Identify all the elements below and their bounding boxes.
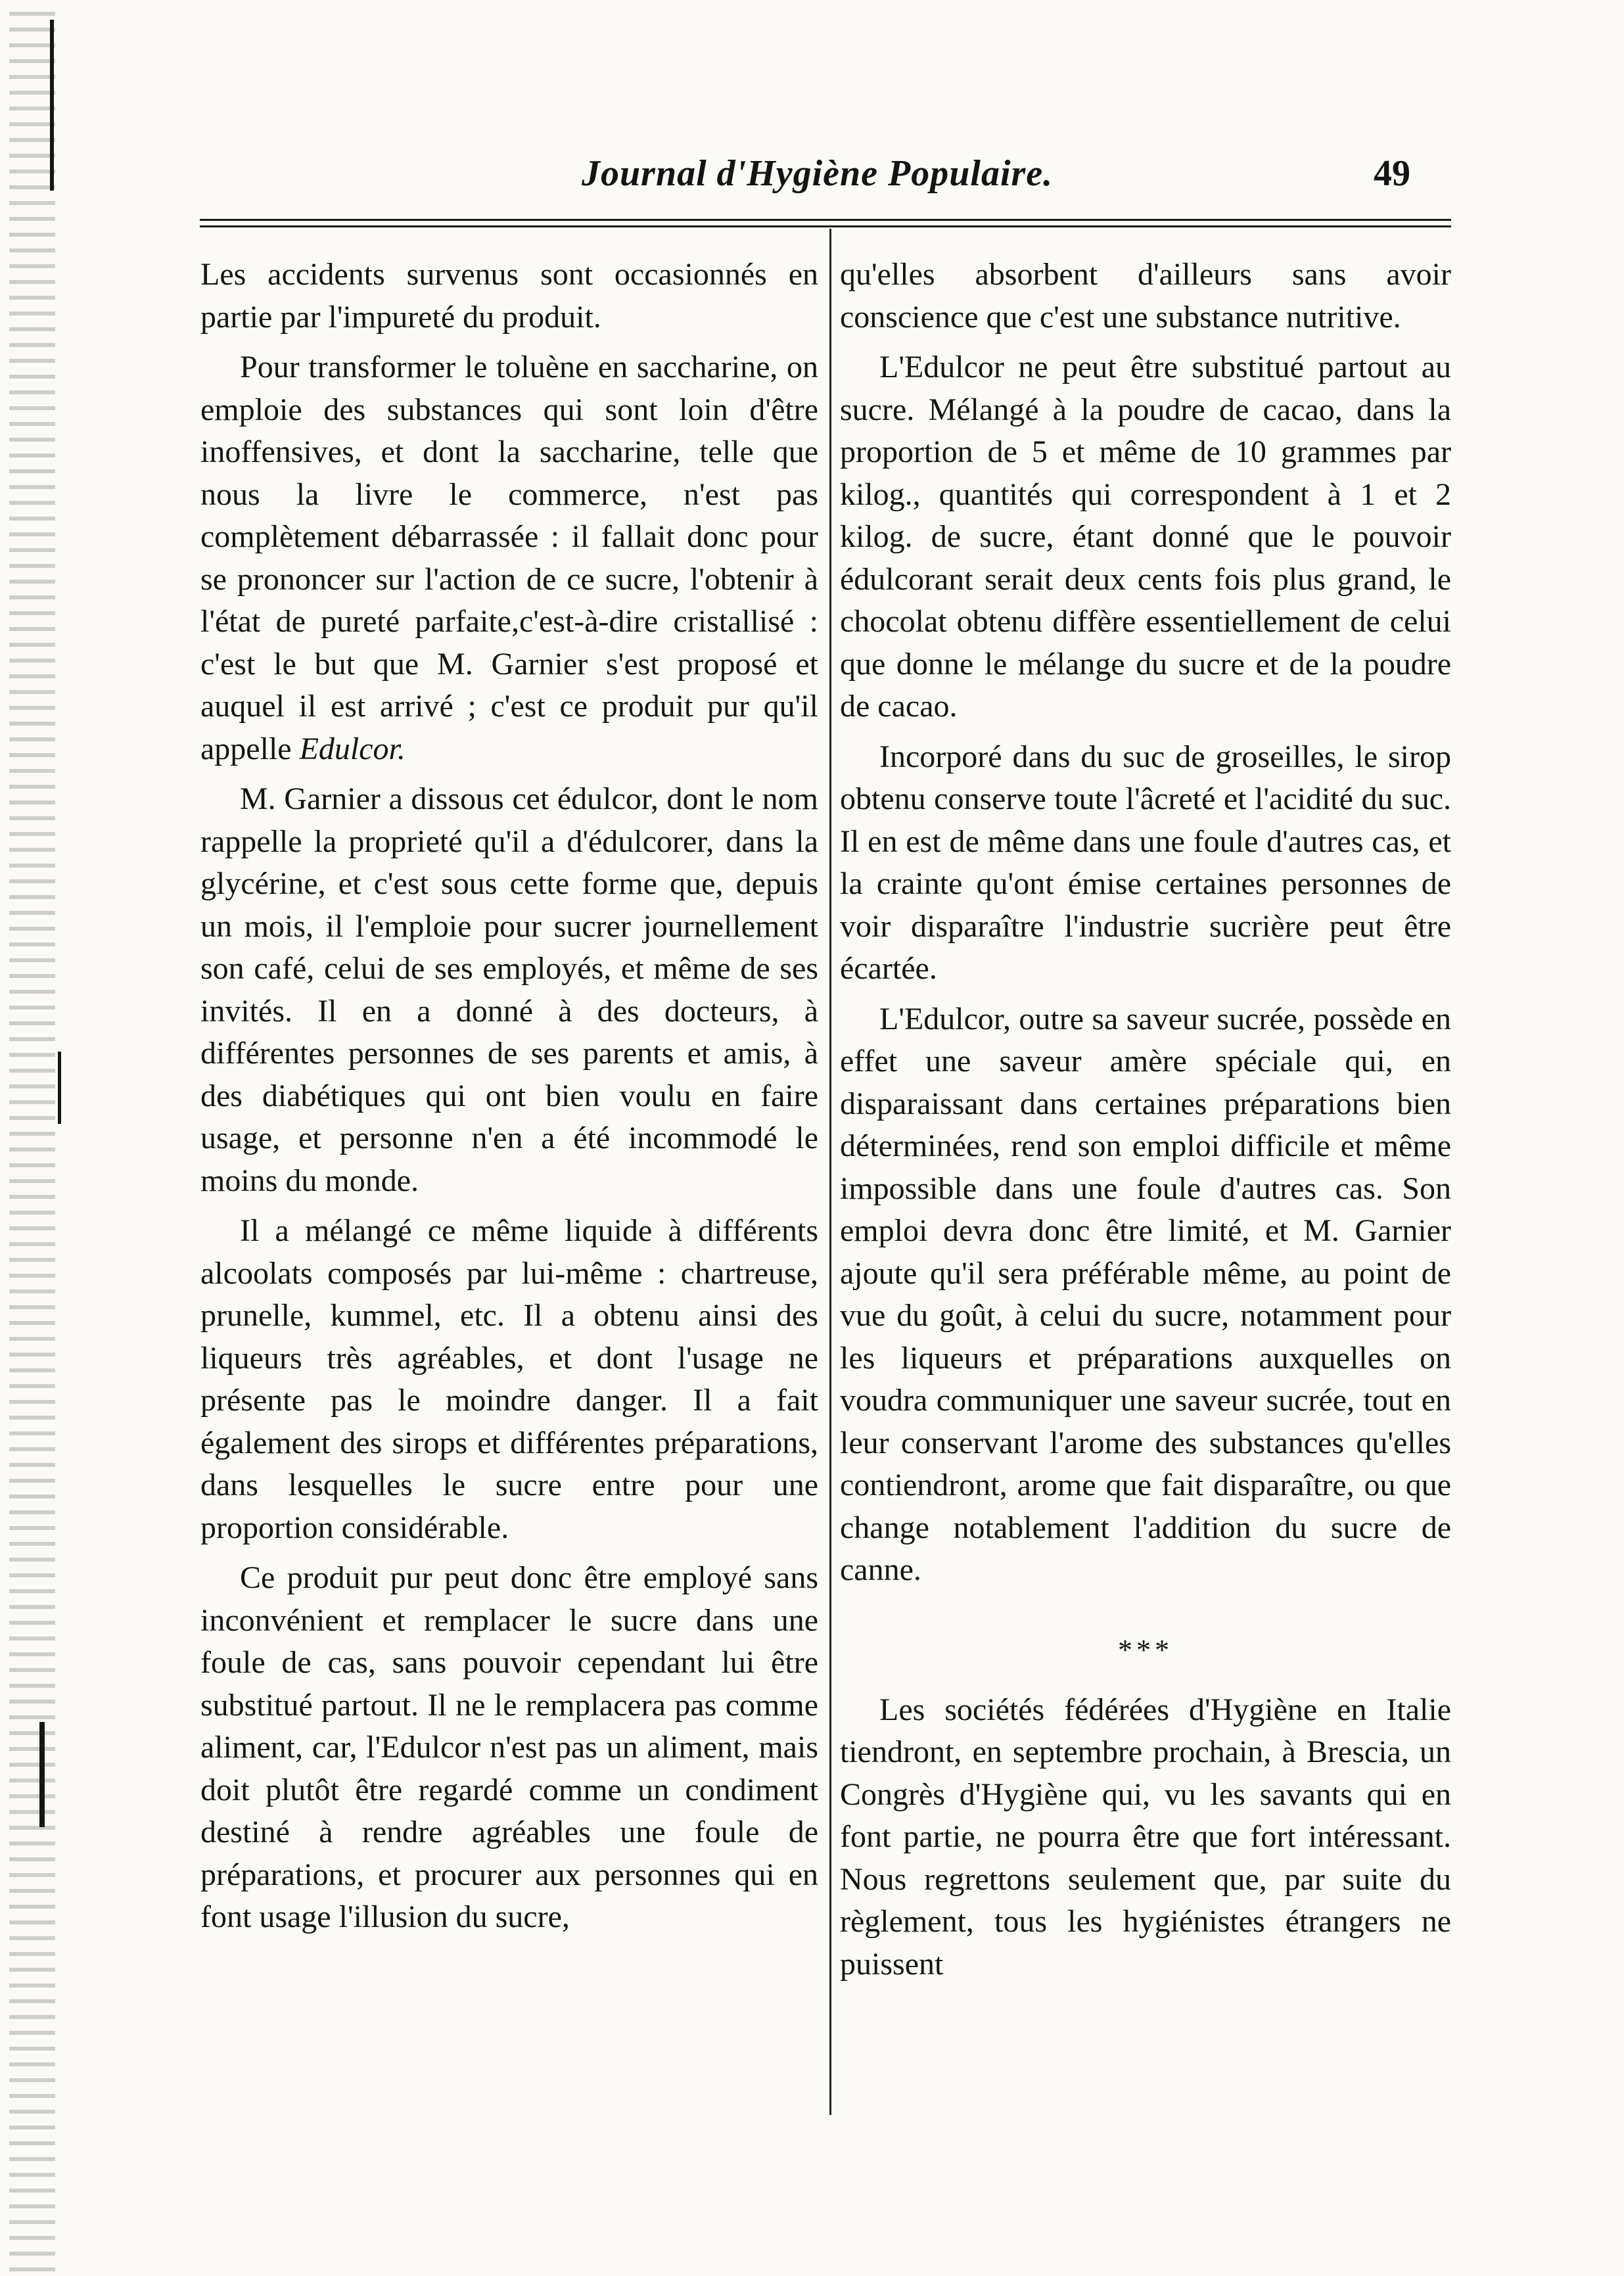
page-header <box>197 152 1446 205</box>
header-rule <box>200 219 1451 221</box>
right-column <box>840 254 1451 1986</box>
scan-edge-mark <box>39 1722 45 1827</box>
scan-edge-mark <box>58 1052 61 1124</box>
paragraph: qu'elles absorbent d'ailleurs sans avoir conscience que c'est une substance nutritive. <box>840 257 1451 335</box>
paragraph: Les sociétés fédérées d'Hygiène en Italie tiendront, en septembre prochain, à Brescia, un Congrès d'Hygiène qui, vu les savants qui en font partie, ne pourra être que fort intéressant. Nous regrettons seulement que, par suite du règlement, tous les hygiénistes étrangers ne puissent <box>840 1692 1451 1982</box>
paragraph: L'Edulcor, outre sa saveur sucrée, possède en effet une saveur amère spéciale qui, en disparaissant dans certaines préparations bien déterminées, rend son emploi difficile et même impossible dans une foule d'autres cas. Son emploi devra donc être limité, et M. Garnier ajoute qu'il sera préférable même, au point de vue du goût, à celui du sucre, notamment pour les liqueurs et préparations auxquelles on voudra communiquer une saveur sucrée, tout en leur conservant l'arome des substances qu'elles contiendront, arome que fait disparaître, ou que change notablement l'addition du sucre de canne. <box>840 1001 1451 1587</box>
section-separator: *** <box>1118 1633 1173 1666</box>
column-separator <box>829 229 831 2115</box>
journal-title: Journal d'Hygiène Populaire. <box>582 153 1054 194</box>
page-number: 49 <box>1374 153 1410 194</box>
paragraph <box>200 346 818 770</box>
paragraph: M. Garnier a dissous cet édulcor, dont le nom rappelle la proprieté qu'il a d'édulcorer, dans la glycérine, et c'est sous cette forme que, depuis un mois, il l'emploie pour sucrer journellement son café, celui de ses employés, et même de ses invités. Il en a donné à des docteurs, à différentes personnes de ses parents et amis, à des diabétiques qui ont bien voulu en faire usage, et personne n'en a été incommodé le moins du monde. <box>200 781 818 1198</box>
paragraph: Incorporé dans du suc de groseilles, le sirop obtenu conserve toute l'âcreté et l'acidité du suc. Il en est de même dans une foule d'autres cas, et la crainte qu'ont émise certaines personnes de voir disparaître l'industrie sucrière peut être écartée. <box>840 739 1451 986</box>
left-column <box>200 254 818 1939</box>
paragraph: Ce produit pur peut donc être employé sans inconvénient et remplacer le sucre dans une foule de cas, sans pouvoir cependant lui être substitué partout. Il ne le remplacera pas comme aliment, car, l'Edulcor n'est pas un aliment, mais doit plutôt être regardé comme un condiment destiné à rendre agréables une foule de préparations, et procurer aux personnes qui en font usage l'illusion du sucre, <box>200 1560 818 1934</box>
header-rule <box>200 225 1451 227</box>
italic-term: Edulcor. <box>299 731 406 766</box>
scan-edge-mark <box>50 20 54 191</box>
paragraph: Il a mélangé ce même liquide à différents alcoolats composés par lui-même : chartreuse, prunelle, kummel, etc. Il a obtenu ainsi des liqueurs très agréables, et dont l'usage ne présente pas le moindre danger. Il a fait également des sirops et différentes préparations, dans lesquelles le sucre entre pour une proportion considérable. <box>200 1213 818 1545</box>
scan-edge-noise <box>9 0 55 2276</box>
paragraph-text: Pour transformer le toluène en saccharine, on emploie des substances qui sont loin d'être inoffensives, et dont la saccharine, telle que nous la livre le commerce, n'est pas complètement débarrassée : il fallait donc pour se prononcer sur l'action de ce sucre, l'obtenir à l'état de pureté parfaite,c'est-à-dire cristallisé : c'est le but que M. Garnier s'est proposé et auquel il est arrivé ; c'est ce produit pur qu'il appelle <box>200 350 818 766</box>
paragraph: Les accidents survenus sont occasionnés en partie par l'impureté du produit. <box>200 257 818 335</box>
paragraph: L'Edulcor ne peut être substitué partout au sucre. Mélangé à la poudre de cacao, dans la proportion de 5 et même de 10 grammes par kilog., quantités qui correspondent à 1 et 2 kilog. de sucre, étant donné que le pouvoir édulcorant serait deux cents fois plus grand, le chocolat obtenu diffère essentiellement de celui que donne le mélange du sucre et de la poudre de cacao. <box>840 350 1451 724</box>
